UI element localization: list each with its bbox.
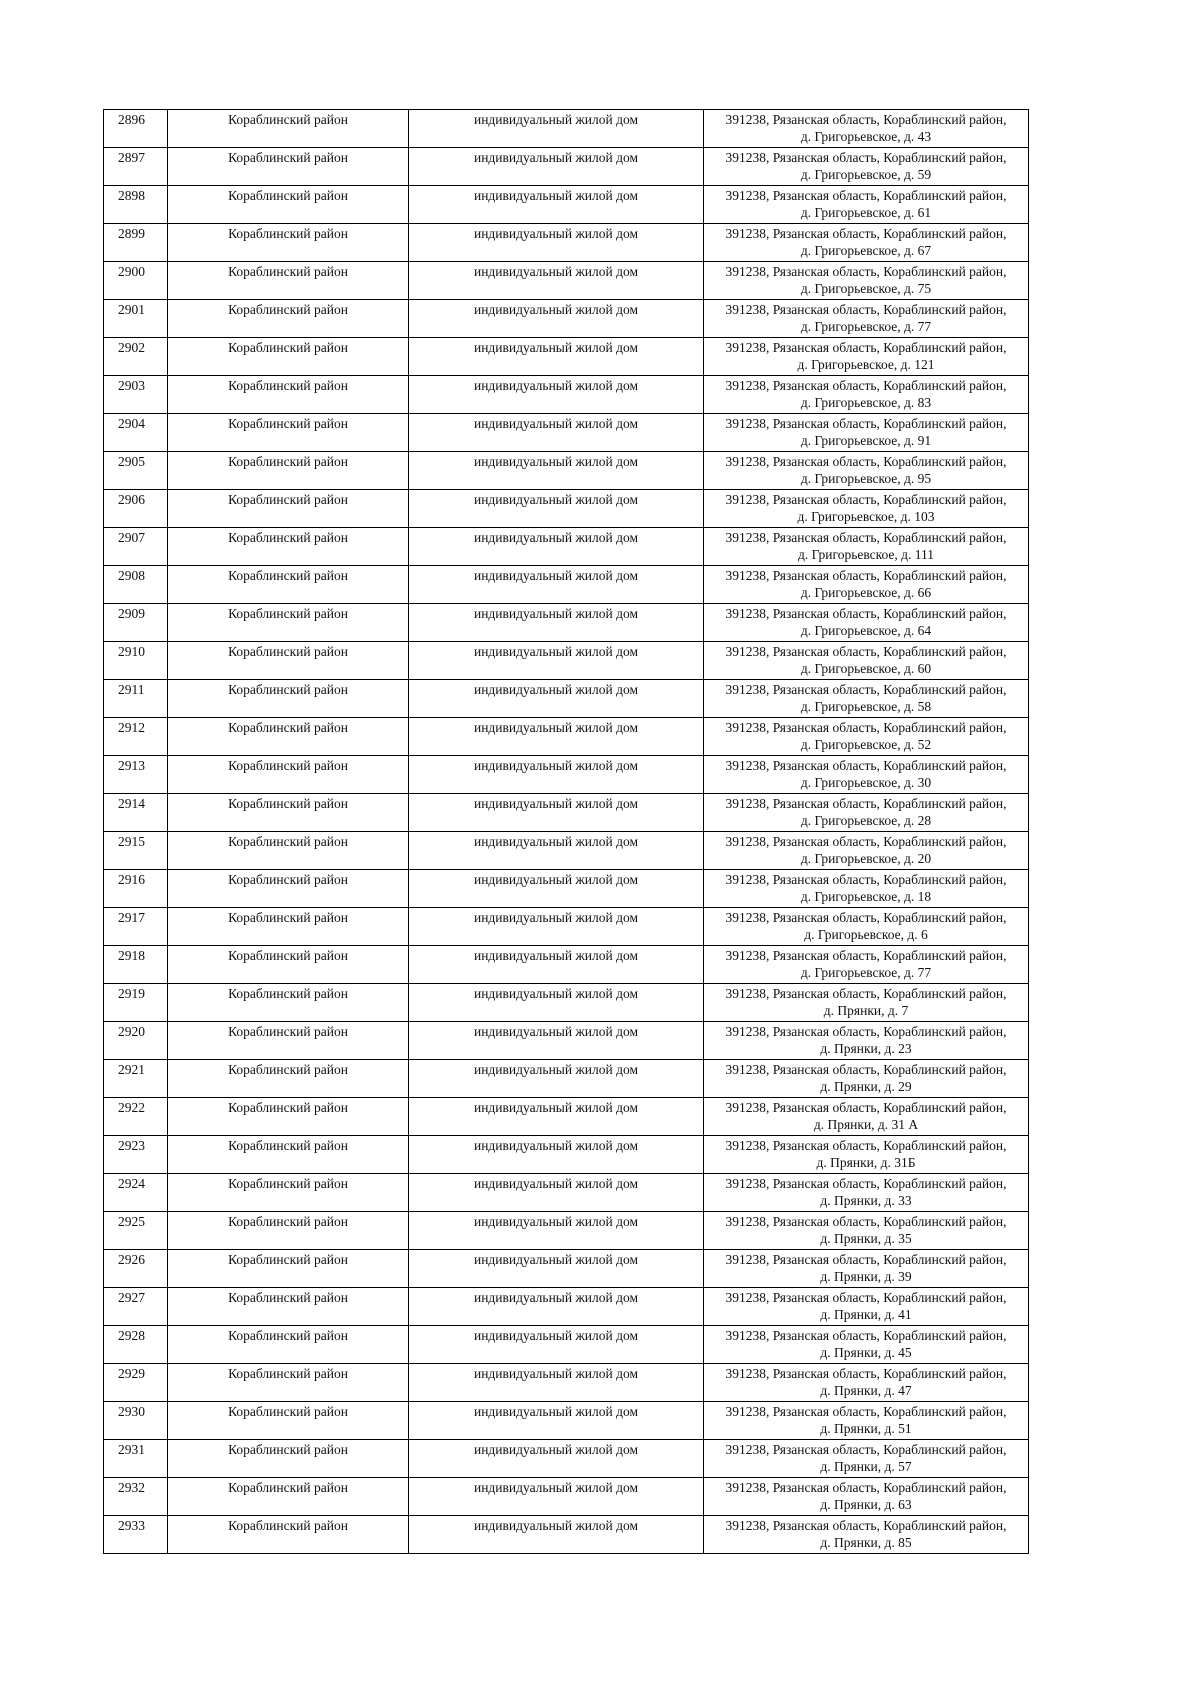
building-type-cell: индивидуальный жилой дом xyxy=(409,870,704,908)
row-number-cell: 2926 xyxy=(104,1250,168,1288)
row-number-cell: 2904 xyxy=(104,414,168,452)
address-line-house: д. Григорьевское, д. 64 xyxy=(800,623,932,638)
table-row xyxy=(104,1364,1029,1402)
address-line-house: д. Григорьевское, д. 77 xyxy=(800,319,932,334)
address-line-house: д. Григорьевское, д. 83 xyxy=(800,395,932,410)
row-number-cell: 2925 xyxy=(104,1212,168,1250)
row-number-cell: 2912 xyxy=(104,718,168,756)
address-line-region: 391238, Рязанская область, Кораблинский район, xyxy=(725,1100,1007,1115)
table-row xyxy=(104,794,1029,832)
district-cell: Кораблинский район xyxy=(168,1022,409,1060)
district-cell: Кораблинский район xyxy=(168,338,409,376)
address-line-house: д. Григорьевское, д. 95 xyxy=(800,471,932,486)
district-cell: Кораблинский район xyxy=(168,1212,409,1250)
row-number-cell: 2916 xyxy=(104,870,168,908)
table-row xyxy=(104,832,1029,870)
district-cell: Кораблинский район xyxy=(168,300,409,338)
district-cell: Кораблинский район xyxy=(168,1402,409,1440)
table-row xyxy=(104,1326,1029,1364)
address-line-region: 391238, Рязанская область, Кораблинский район, xyxy=(725,568,1007,583)
address-line-region: 391238, Рязанская область, Кораблинский район, xyxy=(725,340,1007,355)
table-row xyxy=(104,186,1029,224)
address-line-region: 391238, Рязанская область, Кораблинский район, xyxy=(725,606,1007,621)
address-cell xyxy=(704,186,1029,224)
address-line-house: д. Прянки, д. 31 А xyxy=(813,1117,919,1132)
address-cell xyxy=(704,756,1029,794)
address-line-house: д. Прянки, д. 57 xyxy=(820,1459,912,1474)
table-row xyxy=(104,1516,1029,1554)
address-line-house: д. Прянки, д. 31Б xyxy=(816,1155,916,1170)
table-row xyxy=(104,1098,1029,1136)
building-type-cell: индивидуальный жилой дом xyxy=(409,1212,704,1250)
table-row xyxy=(104,604,1029,642)
row-number-cell: 2928 xyxy=(104,1326,168,1364)
table-row xyxy=(104,300,1029,338)
building-type-cell: индивидуальный жилой дом xyxy=(409,1478,704,1516)
district-cell: Кораблинский район xyxy=(168,224,409,262)
address-line-region: 391238, Рязанская область, Кораблинский район, xyxy=(725,1404,1007,1419)
address-line-region: 391238, Рязанская область, Кораблинский район, xyxy=(725,1366,1007,1381)
building-type-cell: индивидуальный жилой дом xyxy=(409,832,704,870)
district-cell: Кораблинский район xyxy=(168,1060,409,1098)
address-cell xyxy=(704,1212,1029,1250)
building-type-cell: индивидуальный жилой дом xyxy=(409,604,704,642)
address-line-region: 391238, Рязанская область, Кораблинский район, xyxy=(725,1328,1007,1343)
district-cell: Кораблинский район xyxy=(168,1098,409,1136)
address-line-region: 391238, Рязанская область, Кораблинский район, xyxy=(725,758,1007,773)
row-number-cell: 2911 xyxy=(104,680,168,718)
row-number-cell: 2919 xyxy=(104,984,168,1022)
address-line-house: д. Григорьевское, д. 75 xyxy=(800,281,932,296)
address-line-house: д. Прянки, д. 29 xyxy=(820,1079,912,1094)
building-type-cell: индивидуальный жилой дом xyxy=(409,794,704,832)
address-cell xyxy=(704,148,1029,186)
district-cell: Кораблинский район xyxy=(168,528,409,566)
address-line-house: д. Григорьевское, д. 43 xyxy=(800,129,932,144)
building-type-cell: индивидуальный жилой дом xyxy=(409,1060,704,1098)
row-number-cell: 2914 xyxy=(104,794,168,832)
building-type-cell: индивидуальный жилой дом xyxy=(409,1136,704,1174)
row-number-cell: 2900 xyxy=(104,262,168,300)
district-cell: Кораблинский район xyxy=(168,452,409,490)
row-number-cell: 2930 xyxy=(104,1402,168,1440)
district-cell: Кораблинский район xyxy=(168,604,409,642)
building-type-cell: индивидуальный жилой дом xyxy=(409,376,704,414)
address-line-region: 391238, Рязанская область, Кораблинский район, xyxy=(725,948,1007,963)
address-line-region: 391238, Рязанская область, Кораблинский район, xyxy=(725,188,1007,203)
building-type-cell: индивидуальный жилой дом xyxy=(409,1288,704,1326)
building-type-cell: индивидуальный жилой дом xyxy=(409,490,704,528)
address-line-region: 391238, Рязанская область, Кораблинский район, xyxy=(725,1442,1007,1457)
district-cell: Кораблинский район xyxy=(168,1174,409,1212)
row-number-cell: 2897 xyxy=(104,148,168,186)
address-line-region: 391238, Рязанская область, Кораблинский район, xyxy=(725,1290,1007,1305)
district-cell: Кораблинский район xyxy=(168,1136,409,1174)
district-cell: Кораблинский район xyxy=(168,984,409,1022)
table-row xyxy=(104,1250,1029,1288)
district-cell: Кораблинский район xyxy=(168,1364,409,1402)
table-row xyxy=(104,1478,1029,1516)
building-type-cell: индивидуальный жилой дом xyxy=(409,1098,704,1136)
address-cell xyxy=(704,832,1029,870)
address-cell xyxy=(704,718,1029,756)
district-cell: Кораблинский район xyxy=(168,832,409,870)
building-type-cell: индивидуальный жилой дом xyxy=(409,908,704,946)
district-cell: Кораблинский район xyxy=(168,1516,409,1554)
address-cell xyxy=(704,1060,1029,1098)
district-cell: Кораблинский район xyxy=(168,110,409,148)
table-row xyxy=(104,148,1029,186)
address-line-region: 391238, Рязанская область, Кораблинский район, xyxy=(725,796,1007,811)
building-type-cell: индивидуальный жилой дом xyxy=(409,642,704,680)
address-line-region: 391238, Рязанская область, Кораблинский район, xyxy=(725,530,1007,545)
row-number-cell: 2910 xyxy=(104,642,168,680)
building-type-cell: индивидуальный жилой дом xyxy=(409,338,704,376)
table-row xyxy=(104,262,1029,300)
district-cell: Кораблинский район xyxy=(168,1326,409,1364)
address-cell xyxy=(704,224,1029,262)
row-number-cell: 2907 xyxy=(104,528,168,566)
table-row xyxy=(104,1212,1029,1250)
address-line-region: 391238, Рязанская область, Кораблинский район, xyxy=(725,150,1007,165)
address-line-house: д. Прянки, д. 33 xyxy=(820,1193,912,1208)
district-cell: Кораблинский район xyxy=(168,908,409,946)
address-cell xyxy=(704,452,1029,490)
table-row xyxy=(104,680,1029,718)
building-type-cell: индивидуальный жилой дом xyxy=(409,1516,704,1554)
address-line-house: д. Григорьевское, д. 28 xyxy=(800,813,932,828)
table-row xyxy=(104,718,1029,756)
address-cell xyxy=(704,1326,1029,1364)
district-cell: Кораблинский район xyxy=(168,718,409,756)
address-line-house: д. Григорьевское, д. 59 xyxy=(800,167,932,182)
row-number-cell: 2927 xyxy=(104,1288,168,1326)
table-row xyxy=(104,946,1029,984)
address-cell xyxy=(704,984,1029,1022)
address-line-house: д. Григорьевское, д. 6 xyxy=(804,927,928,942)
building-type-cell: индивидуальный жилой дом xyxy=(409,262,704,300)
address-cell xyxy=(704,1402,1029,1440)
address-cell xyxy=(704,604,1029,642)
address-cell xyxy=(704,946,1029,984)
table-row xyxy=(104,756,1029,794)
address-cell xyxy=(704,300,1029,338)
address-cell xyxy=(704,376,1029,414)
address-line-house: д. Прянки, д. 35 xyxy=(820,1231,912,1246)
address-line-region: 391238, Рязанская область, Кораблинский район, xyxy=(725,986,1007,1001)
housing-registry-table xyxy=(103,109,1029,1554)
table-row xyxy=(104,1022,1029,1060)
building-type-cell: индивидуальный жилой дом xyxy=(409,414,704,452)
district-cell: Кораблинский район xyxy=(168,1440,409,1478)
table-row xyxy=(104,110,1029,148)
address-line-house: д. Григорьевское, д. 20 xyxy=(800,851,932,866)
address-line-region: 391238, Рязанская область, Кораблинский район, xyxy=(725,1480,1007,1495)
address-line-region: 391238, Рязанская область, Кораблинский район, xyxy=(725,720,1007,735)
table-row xyxy=(104,452,1029,490)
address-cell xyxy=(704,528,1029,566)
district-cell: Кораблинский район xyxy=(168,1478,409,1516)
row-number-cell: 2918 xyxy=(104,946,168,984)
address-line-house: д. Григорьевское, д. 67 xyxy=(800,243,932,258)
registry-body xyxy=(104,110,1029,1554)
address-line-house: д. Григорьевское, д. 61 xyxy=(800,205,932,220)
address-line-region: 391238, Рязанская область, Кораблинский район, xyxy=(725,1062,1007,1077)
building-type-cell: индивидуальный жилой дом xyxy=(409,1364,704,1402)
address-cell xyxy=(704,110,1029,148)
building-type-cell: индивидуальный жилой дом xyxy=(409,756,704,794)
row-number-cell: 2933 xyxy=(104,1516,168,1554)
address-cell xyxy=(704,1098,1029,1136)
district-cell: Кораблинский район xyxy=(168,642,409,680)
row-number-cell: 2899 xyxy=(104,224,168,262)
table-row xyxy=(104,528,1029,566)
address-line-region: 391238, Рязанская область, Кораблинский район, xyxy=(725,1252,1007,1267)
address-cell xyxy=(704,262,1029,300)
address-line-region: 391238, Рязанская область, Кораблинский район, xyxy=(725,378,1007,393)
table-row xyxy=(104,870,1029,908)
row-number-cell: 2908 xyxy=(104,566,168,604)
address-line-region: 391238, Рязанская область, Кораблинский район, xyxy=(725,1024,1007,1039)
table-row xyxy=(104,642,1029,680)
table-row xyxy=(104,566,1029,604)
row-number-cell: 2932 xyxy=(104,1478,168,1516)
address-line-house: д. Прянки, д. 39 xyxy=(820,1269,912,1284)
building-type-cell: индивидуальный жилой дом xyxy=(409,1022,704,1060)
address-line-house: д. Григорьевское, д. 52 xyxy=(800,737,932,752)
address-line-house: д. Григорьевское, д. 121 xyxy=(797,357,935,372)
address-line-house: д. Прянки, д. 41 xyxy=(820,1307,912,1322)
building-type-cell: индивидуальный жилой дом xyxy=(409,566,704,604)
building-type-cell: индивидуальный жилой дом xyxy=(409,148,704,186)
address-line-region: 391238, Рязанская область, Кораблинский район, xyxy=(725,264,1007,279)
row-number-cell: 2902 xyxy=(104,338,168,376)
building-type-cell: индивидуальный жилой дом xyxy=(409,946,704,984)
address-line-region: 391238, Рязанская область, Кораблинский район, xyxy=(725,682,1007,697)
district-cell: Кораблинский район xyxy=(168,946,409,984)
table-row xyxy=(104,1136,1029,1174)
address-line-house: д. Григорьевское, д. 103 xyxy=(797,509,935,524)
address-line-house: д. Прянки, д. 45 xyxy=(820,1345,912,1360)
district-cell: Кораблинский район xyxy=(168,566,409,604)
row-number-cell: 2915 xyxy=(104,832,168,870)
address-line-region: 391238, Рязанская область, Кораблинский район, xyxy=(725,834,1007,849)
table-row xyxy=(104,908,1029,946)
address-cell xyxy=(704,680,1029,718)
address-line-house: д. Григорьевское, д. 77 xyxy=(800,965,932,980)
row-number-cell: 2906 xyxy=(104,490,168,528)
table-row xyxy=(104,490,1029,528)
address-line-house: д. Прянки, д. 47 xyxy=(820,1383,912,1398)
address-line-house: д. Григорьевское, д. 66 xyxy=(800,585,932,600)
table-row xyxy=(104,414,1029,452)
district-cell: Кораблинский район xyxy=(168,490,409,528)
building-type-cell: индивидуальный жилой дом xyxy=(409,110,704,148)
row-number-cell: 2898 xyxy=(104,186,168,224)
address-line-region: 391238, Рязанская область, Кораблинский район, xyxy=(725,492,1007,507)
address-cell xyxy=(704,1288,1029,1326)
address-cell xyxy=(704,1478,1029,1516)
district-cell: Кораблинский район xyxy=(168,1250,409,1288)
row-number-cell: 2917 xyxy=(104,908,168,946)
district-cell: Кораблинский район xyxy=(168,376,409,414)
row-number-cell: 2896 xyxy=(104,110,168,148)
address-cell xyxy=(704,490,1029,528)
address-cell xyxy=(704,566,1029,604)
address-line-region: 391238, Рязанская область, Кораблинский район, xyxy=(725,112,1007,127)
building-type-cell: индивидуальный жилой дом xyxy=(409,1174,704,1212)
address-cell xyxy=(704,338,1029,376)
building-type-cell: индивидуальный жилой дом xyxy=(409,1402,704,1440)
address-line-house: д. Прянки, д. 23 xyxy=(820,1041,912,1056)
address-cell xyxy=(704,1022,1029,1060)
district-cell: Кораблинский район xyxy=(168,186,409,224)
row-number-cell: 2923 xyxy=(104,1136,168,1174)
district-cell: Кораблинский район xyxy=(168,148,409,186)
building-type-cell: индивидуальный жилой дом xyxy=(409,680,704,718)
address-cell xyxy=(704,414,1029,452)
address-line-region: 391238, Рязанская область, Кораблинский район, xyxy=(725,910,1007,925)
building-type-cell: индивидуальный жилой дом xyxy=(409,1326,704,1364)
table-row xyxy=(104,1288,1029,1326)
table-row xyxy=(104,1174,1029,1212)
row-number-cell: 2920 xyxy=(104,1022,168,1060)
address-cell xyxy=(704,1136,1029,1174)
table-row xyxy=(104,338,1029,376)
address-cell xyxy=(704,908,1029,946)
address-cell xyxy=(704,1440,1029,1478)
table-row xyxy=(104,224,1029,262)
district-cell: Кораблинский район xyxy=(168,1288,409,1326)
address-line-region: 391238, Рязанская область, Кораблинский район, xyxy=(725,1176,1007,1191)
table-row xyxy=(104,1060,1029,1098)
row-number-cell: 2903 xyxy=(104,376,168,414)
address-line-house: д. Григорьевское, д. 111 xyxy=(797,547,935,562)
table-row xyxy=(104,1440,1029,1478)
row-number-cell: 2922 xyxy=(104,1098,168,1136)
address-line-house: д. Григорьевское, д. 91 xyxy=(800,433,932,448)
building-type-cell: индивидуальный жилой дом xyxy=(409,186,704,224)
row-number-cell: 2909 xyxy=(104,604,168,642)
table-row xyxy=(104,984,1029,1022)
address-cell xyxy=(704,1174,1029,1212)
district-cell: Кораблинский район xyxy=(168,794,409,832)
address-line-region: 391238, Рязанская область, Кораблинский район, xyxy=(725,1518,1007,1533)
building-type-cell: индивидуальный жилой дом xyxy=(409,984,704,1022)
row-number-cell: 2905 xyxy=(104,452,168,490)
address-cell xyxy=(704,1250,1029,1288)
address-line-region: 391238, Рязанская область, Кораблинский район, xyxy=(725,226,1007,241)
address-line-house: д. Григорьевское, д. 58 xyxy=(800,699,932,714)
address-line-house: д. Прянки, д. 51 xyxy=(820,1421,912,1436)
row-number-cell: 2921 xyxy=(104,1060,168,1098)
row-number-cell: 2931 xyxy=(104,1440,168,1478)
building-type-cell: индивидуальный жилой дом xyxy=(409,224,704,262)
address-line-house: д. Прянки, д. 7 xyxy=(823,1003,909,1018)
row-number-cell: 2929 xyxy=(104,1364,168,1402)
address-line-region: 391238, Рязанская область, Кораблинский район, xyxy=(725,1138,1007,1153)
building-type-cell: индивидуальный жилой дом xyxy=(409,1440,704,1478)
building-type-cell: индивидуальный жилой дом xyxy=(409,528,704,566)
address-line-house: д. Прянки, д. 85 xyxy=(820,1535,912,1550)
address-line-house: д. Григорьевское, д. 18 xyxy=(800,889,932,904)
address-line-house: д. Григорьевское, д. 60 xyxy=(800,661,932,676)
district-cell: Кораблинский район xyxy=(168,262,409,300)
district-cell: Кораблинский район xyxy=(168,756,409,794)
district-cell: Кораблинский район xyxy=(168,870,409,908)
address-line-region: 391238, Рязанская область, Кораблинский район, xyxy=(725,302,1007,317)
address-line-region: 391238, Рязанская область, Кораблинский район, xyxy=(725,1214,1007,1229)
row-number-cell: 2913 xyxy=(104,756,168,794)
table-row xyxy=(104,376,1029,414)
row-number-cell: 2901 xyxy=(104,300,168,338)
address-line-region: 391238, Рязанская область, Кораблинский район, xyxy=(725,454,1007,469)
address-cell xyxy=(704,1364,1029,1402)
address-cell xyxy=(704,794,1029,832)
building-type-cell: индивидуальный жилой дом xyxy=(409,300,704,338)
building-type-cell: индивидуальный жилой дом xyxy=(409,1250,704,1288)
address-line-house: д. Григорьевское, д. 30 xyxy=(800,775,932,790)
address-cell xyxy=(704,870,1029,908)
address-line-region: 391238, Рязанская область, Кораблинский район, xyxy=(725,872,1007,887)
address-cell xyxy=(704,1516,1029,1554)
address-line-house: д. Прянки, д. 63 xyxy=(820,1497,912,1512)
address-cell xyxy=(704,642,1029,680)
row-number-cell: 2924 xyxy=(104,1174,168,1212)
building-type-cell: индивидуальный жилой дом xyxy=(409,452,704,490)
address-line-region: 391238, Рязанская область, Кораблинский район, xyxy=(725,416,1007,431)
table-row xyxy=(104,1402,1029,1440)
district-cell: Кораблинский район xyxy=(168,680,409,718)
district-cell: Кораблинский район xyxy=(168,414,409,452)
building-type-cell: индивидуальный жилой дом xyxy=(409,718,704,756)
address-line-region: 391238, Рязанская область, Кораблинский район, xyxy=(725,644,1007,659)
